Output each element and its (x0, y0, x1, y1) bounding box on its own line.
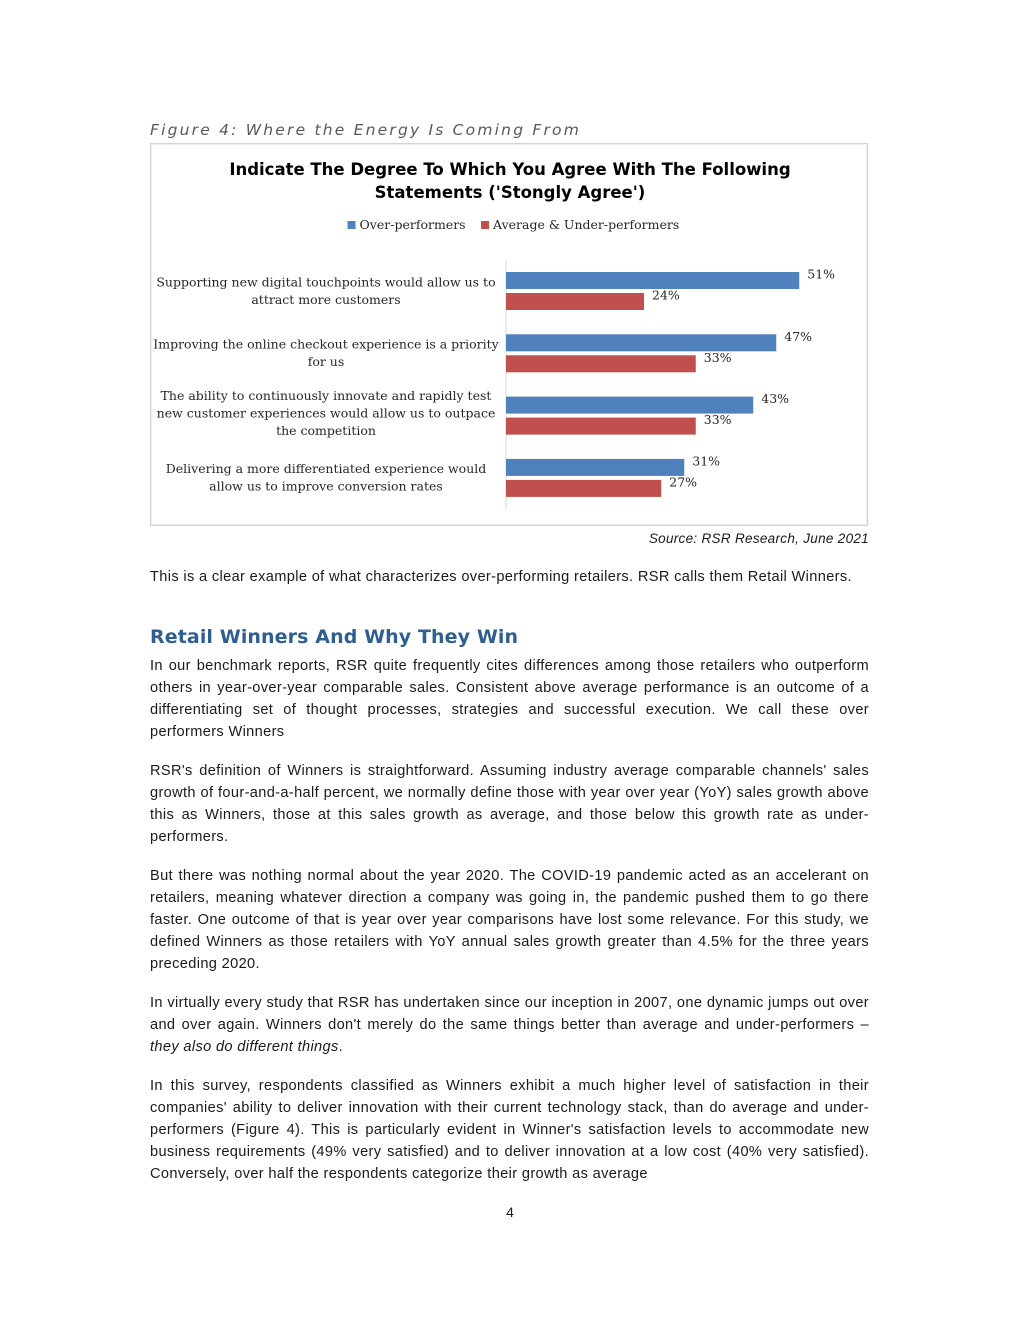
paragraph-5: In this survey, respondents classified as Winners exhibit a much higher level of satisfaction in their companies' ability to deliver innovation with their current technology stack, than do average and under-performers (Figure 4). This is particularly evident in Winner's satisfaction levels to accommodate new business requirements (49% very satisfied) and to deliver innovation at a low cost (40% very satisfied). Conversely, over half the respondents categorize their growth as average (150, 1078, 869, 1182)
bar-average-under-performers (506, 355, 696, 372)
category-label: Improving the online checkout experience is a priority (153, 336, 499, 352)
legend-swatch (481, 221, 489, 229)
chart-container (150, 143, 868, 526)
paragraph-4-emphasis: they also do different things (150, 1039, 339, 1055)
bar-average-under-performers (506, 293, 644, 310)
category-label: Delivering a more differentiated experience would (165, 461, 487, 477)
category-label: allow us to improve conversion rates (209, 478, 443, 494)
category-label: the competition (276, 423, 376, 439)
category-label: new customer experiences would allow us to outpace (156, 405, 496, 421)
paragraph-1: In our benchmark reports, RSR quite frequently cites differences among those retailers who outperform others in year-over-year comparable sales. Consistent above average performance is an outcome of a differentiating set of thought processes, strategies and successful execution. We call these over performers Winners (150, 658, 869, 740)
data-label: 33% (703, 412, 732, 428)
bar-over-performers (506, 397, 753, 414)
paragraph-4 (150, 992, 869, 1058)
bar-over-performers (506, 334, 776, 351)
intro-paragraph: This is a clear example of what characterizes over-performing retailers. RSR calls them Retail Winners. (150, 569, 852, 585)
data-label: 47% (784, 328, 813, 344)
bar-over-performers (506, 272, 799, 289)
chart-title-line: Indicate The Degree To Which You Agree With The Following (229, 160, 791, 179)
bar-chart (151, 144, 869, 527)
data-label: 27% (669, 474, 698, 490)
chart-source: Source: RSR Research, June 2021 (648, 531, 869, 546)
data-label: 51% (807, 266, 836, 282)
data-label: 24% (652, 287, 680, 303)
bar-average-under-performers (506, 480, 661, 497)
data-label: 33% (703, 349, 732, 365)
category-label: Supporting new digital touchpoints would allow us to (156, 274, 496, 290)
chart-title-line: Statements ('Stongly Agree') (374, 183, 646, 202)
paragraph-4-end: . (338, 1039, 344, 1055)
bar-average-under-performers (506, 418, 696, 435)
page-number: 4 (506, 1204, 514, 1220)
paragraph-4-main: In virtually every study that RSR has undertaken since our inception in 2007, one dynamic jumps out over and over again. Winners don't merely do the same things better than average and under-performers – (150, 995, 869, 1033)
category-label: The ability to continuously innovate and rapidly test (160, 388, 492, 404)
legend-swatch (348, 221, 356, 229)
bar-over-performers (506, 459, 684, 476)
data-label: 31% (692, 453, 721, 469)
paragraph-3: But there was nothing normal about the year 2020. The COVID-19 pandemic acted as an accelerant on retailers, meaning whatever direction a company was going in, the pandemic pushed them to go there faster. One outcome of that is year over year comparisons have lost some relevance. For this study, we defined Winners as those retailers with YoY annual sales growth greater than 4.5% for the three years preceding 2020. (150, 868, 869, 972)
legend-label: Average & Under-performers (493, 217, 680, 232)
category-label: attract more customers (251, 291, 401, 307)
section-heading: Retail Winners And Why They Win (150, 626, 519, 648)
legend-label: Over-performers (359, 217, 466, 232)
data-label: 43% (761, 391, 790, 407)
figure-caption: Figure 4: Where the Energy Is Coming From (150, 121, 582, 139)
paragraph-2: RSR's definition of Winners is straightforward. Assuming industry average comparable channels' sales growth of four-and-a-half percent, we normally define those with year over year (YoY) sales growth above this as Winners, those at this sales growth as average, and those below this growth rate as under-performers. (150, 763, 869, 845)
category-label: for us (307, 354, 345, 370)
